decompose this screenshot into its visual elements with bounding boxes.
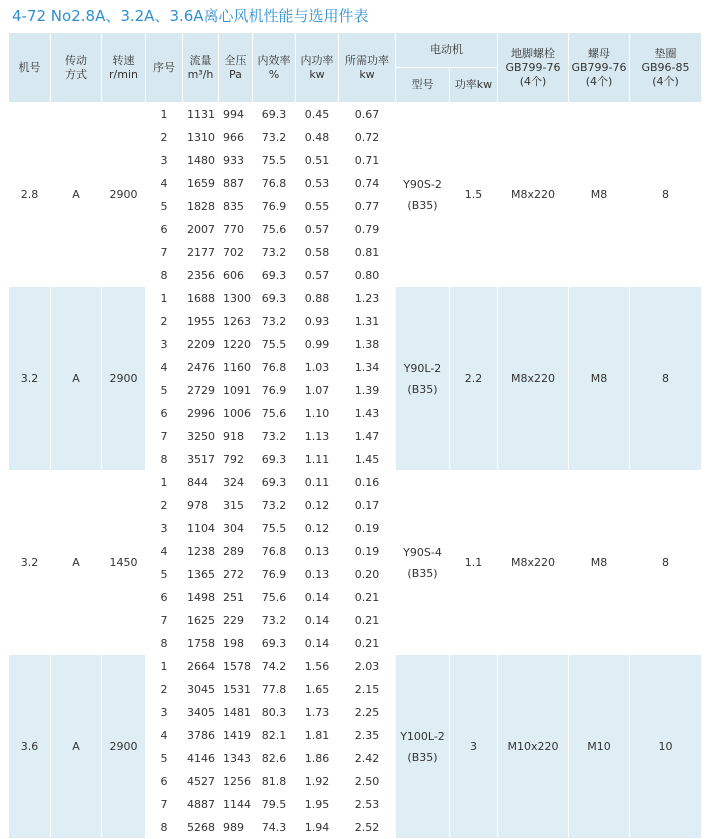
required-power-cell: 2.52	[339, 816, 396, 839]
header-model-no: 机号	[9, 33, 51, 103]
model-no-cell: 2.8	[9, 103, 51, 287]
pressure-cell: 198	[219, 632, 253, 655]
required-power-cell: 2.50	[339, 770, 396, 793]
drive-cell: A	[51, 103, 102, 287]
flow-cell: 4527	[183, 770, 219, 793]
speed-cell: 1450	[102, 471, 146, 655]
motor-power-cell: 1.5	[450, 103, 498, 287]
pressure-cell: 251	[219, 586, 253, 609]
seq-cell: 6	[146, 770, 183, 793]
motor-power-cell: 3	[450, 655, 498, 839]
internal-power-cell: 0.14	[296, 632, 339, 655]
seq-cell: 7	[146, 241, 183, 264]
efficiency-cell: 75.6	[253, 402, 296, 425]
seq-cell: 6	[146, 586, 183, 609]
motor-model: Y90S-4	[403, 545, 442, 559]
flow-cell: 1131	[183, 103, 219, 126]
internal-power-cell: 0.14	[296, 609, 339, 632]
required-power-cell: 0.67	[339, 103, 396, 126]
seq-cell: 2	[146, 310, 183, 333]
table-row	[9, 103, 702, 126]
seq-cell: 3	[146, 701, 183, 724]
table-row	[9, 655, 702, 678]
flow-cell: 3250	[183, 425, 219, 448]
internal-power-cell: 1.92	[296, 770, 339, 793]
pressure-cell: 994	[219, 103, 253, 126]
pressure-cell: 989	[219, 816, 253, 839]
internal-power-cell: 0.48	[296, 126, 339, 149]
pressure-cell: 1256	[219, 770, 253, 793]
internal-power-cell: 0.13	[296, 540, 339, 563]
required-power-cell: 2.53	[339, 793, 396, 816]
seq-cell: 1	[146, 287, 183, 310]
model-group	[9, 471, 702, 655]
motor-mount: (B35)	[407, 750, 438, 764]
pressure-cell: 792	[219, 448, 253, 471]
header-internal-power: 内功率 kw	[296, 33, 339, 103]
internal-power-cell: 0.93	[296, 310, 339, 333]
pressure-cell: 1578	[219, 655, 253, 678]
seq-cell: 7	[146, 609, 183, 632]
internal-power-cell: 0.12	[296, 517, 339, 540]
table-row	[9, 471, 702, 494]
header-efficiency: 内效率 %	[253, 33, 296, 103]
pressure-cell: 1263	[219, 310, 253, 333]
flow-cell: 3786	[183, 724, 219, 747]
required-power-cell: 1.31	[339, 310, 396, 333]
motor-model-cell	[396, 287, 450, 471]
pressure-cell: 229	[219, 609, 253, 632]
internal-power-cell: 0.45	[296, 103, 339, 126]
motor-model: Y100L-2	[400, 729, 445, 743]
header-drive: 传动 方式	[51, 33, 102, 103]
flow-cell: 2209	[183, 333, 219, 356]
flow-cell: 4146	[183, 747, 219, 770]
pressure-cell: 887	[219, 172, 253, 195]
flow-cell: 2476	[183, 356, 219, 379]
efficiency-cell: 75.5	[253, 517, 296, 540]
bolt-cell: M8x220	[498, 103, 569, 287]
washer-cell: 8	[630, 103, 702, 287]
seq-cell: 5	[146, 379, 183, 402]
efficiency-cell: 74.3	[253, 816, 296, 839]
drive-cell: A	[51, 655, 102, 839]
flow-cell: 1480	[183, 149, 219, 172]
motor-mount: (B35)	[407, 382, 438, 396]
seq-cell: 7	[146, 793, 183, 816]
required-power-cell: 2.15	[339, 678, 396, 701]
required-power-cell: 0.19	[339, 540, 396, 563]
required-power-cell: 0.72	[339, 126, 396, 149]
header-flow: 流量 m³/h	[183, 33, 219, 103]
flow-cell: 844	[183, 471, 219, 494]
efficiency-cell: 81.8	[253, 770, 296, 793]
flow-cell: 3045	[183, 678, 219, 701]
internal-power-cell: 0.11	[296, 471, 339, 494]
internal-power-cell: 1.86	[296, 747, 339, 770]
required-power-cell: 2.35	[339, 724, 396, 747]
internal-power-cell: 0.13	[296, 563, 339, 586]
flow-cell: 1828	[183, 195, 219, 218]
flow-cell: 2996	[183, 402, 219, 425]
seq-cell: 4	[146, 540, 183, 563]
efficiency-cell: 76.9	[253, 563, 296, 586]
pressure-cell: 1144	[219, 793, 253, 816]
pressure-cell: 1343	[219, 747, 253, 770]
bolt-cell: M10x220	[498, 655, 569, 839]
flow-cell: 4887	[183, 793, 219, 816]
flow-cell: 2007	[183, 218, 219, 241]
required-power-cell: 0.16	[339, 471, 396, 494]
flow-cell: 1498	[183, 586, 219, 609]
flow-cell: 1365	[183, 563, 219, 586]
pressure-cell: 315	[219, 494, 253, 517]
seq-cell: 2	[146, 678, 183, 701]
motor-model: Y90S-2	[403, 177, 442, 191]
internal-power-cell: 0.57	[296, 264, 339, 287]
model-no-cell: 3.6	[9, 655, 51, 839]
efficiency-cell: 82.6	[253, 747, 296, 770]
required-power-cell: 0.80	[339, 264, 396, 287]
pressure-cell: 966	[219, 126, 253, 149]
seq-cell: 1	[146, 655, 183, 678]
pressure-cell: 1006	[219, 402, 253, 425]
required-power-cell: 0.81	[339, 241, 396, 264]
internal-power-cell: 0.55	[296, 195, 339, 218]
nut-cell: M10	[569, 655, 630, 839]
efficiency-cell: 73.2	[253, 126, 296, 149]
motor-power-cell: 1.1	[450, 471, 498, 655]
internal-power-cell: 1.11	[296, 448, 339, 471]
flow-cell: 1238	[183, 540, 219, 563]
seq-cell: 8	[146, 816, 183, 839]
pressure-cell: 606	[219, 264, 253, 287]
internal-power-cell: 1.10	[296, 402, 339, 425]
header-seq: 序号	[146, 33, 183, 103]
motor-model-cell	[396, 655, 450, 839]
flow-cell: 2729	[183, 379, 219, 402]
internal-power-cell: 0.14	[296, 586, 339, 609]
internal-power-cell: 0.88	[296, 287, 339, 310]
required-power-cell: 2.25	[339, 701, 396, 724]
seq-cell: 4	[146, 172, 183, 195]
flow-cell: 1310	[183, 126, 219, 149]
speed-cell: 2900	[102, 103, 146, 287]
flow-cell: 2356	[183, 264, 219, 287]
header-bolt: 地脚螺栓 GB799-76 (4个)	[498, 33, 569, 103]
flow-cell: 1955	[183, 310, 219, 333]
efficiency-cell: 75.6	[253, 586, 296, 609]
internal-power-cell: 0.57	[296, 218, 339, 241]
flow-cell: 1104	[183, 517, 219, 540]
efficiency-cell: 76.9	[253, 379, 296, 402]
required-power-cell: 2.03	[339, 655, 396, 678]
header-motor-power: 功率kw	[450, 68, 498, 103]
model-no-cell: 3.2	[9, 471, 51, 655]
nut-cell: M8	[569, 471, 630, 655]
pressure-cell: 1531	[219, 678, 253, 701]
efficiency-cell: 82.1	[253, 724, 296, 747]
model-group	[9, 287, 702, 471]
speed-cell: 2900	[102, 655, 146, 839]
model-group	[9, 103, 702, 287]
bolt-cell: M8x220	[498, 287, 569, 471]
flow-cell: 1688	[183, 287, 219, 310]
flow-cell: 3517	[183, 448, 219, 471]
pressure-cell: 770	[219, 218, 253, 241]
header-motor: 电动机	[396, 33, 498, 68]
pressure-cell: 702	[219, 241, 253, 264]
pressure-cell: 324	[219, 471, 253, 494]
pressure-cell: 933	[219, 149, 253, 172]
motor-model-cell	[396, 103, 450, 287]
header-nut: 螺母 GB799-76 (4个)	[569, 33, 630, 103]
seq-cell: 5	[146, 195, 183, 218]
required-power-cell: 0.71	[339, 149, 396, 172]
header-pressure: 全压 Pa	[219, 33, 253, 103]
efficiency-cell: 73.2	[253, 609, 296, 632]
efficiency-cell: 73.2	[253, 310, 296, 333]
seq-cell: 3	[146, 149, 183, 172]
internal-power-cell: 1.81	[296, 724, 339, 747]
required-power-cell: 0.17	[339, 494, 396, 517]
pressure-cell: 835	[219, 195, 253, 218]
efficiency-cell: 75.5	[253, 333, 296, 356]
required-power-cell: 2.42	[339, 747, 396, 770]
seq-cell: 1	[146, 471, 183, 494]
motor-model: Y90L-2	[403, 361, 442, 375]
required-power-cell: 1.45	[339, 448, 396, 471]
seq-cell: 5	[146, 747, 183, 770]
flow-cell: 1659	[183, 172, 219, 195]
required-power-cell: 0.21	[339, 609, 396, 632]
required-power-cell: 0.79	[339, 218, 396, 241]
efficiency-cell: 69.3	[253, 264, 296, 287]
internal-power-cell: 0.12	[296, 494, 339, 517]
seq-cell: 4	[146, 356, 183, 379]
efficiency-cell: 73.2	[253, 425, 296, 448]
washer-cell: 8	[630, 287, 702, 471]
fan-performance-table	[8, 32, 702, 839]
seq-cell: 4	[146, 724, 183, 747]
flow-cell: 5268	[183, 816, 219, 839]
internal-power-cell: 1.07	[296, 379, 339, 402]
required-power-cell: 1.39	[339, 379, 396, 402]
required-power-cell: 1.47	[339, 425, 396, 448]
required-power-cell: 0.19	[339, 517, 396, 540]
required-power-cell: 1.23	[339, 287, 396, 310]
efficiency-cell: 75.5	[253, 149, 296, 172]
seq-cell: 8	[146, 264, 183, 287]
internal-power-cell: 1.94	[296, 816, 339, 839]
motor-mount: (B35)	[407, 198, 438, 212]
efficiency-cell: 76.8	[253, 540, 296, 563]
seq-cell: 6	[146, 218, 183, 241]
pressure-cell: 289	[219, 540, 253, 563]
flow-cell: 2177	[183, 241, 219, 264]
required-power-cell: 0.21	[339, 632, 396, 655]
header-motor-model: 型号	[396, 68, 450, 103]
efficiency-cell: 74.2	[253, 655, 296, 678]
efficiency-cell: 73.2	[253, 241, 296, 264]
pressure-cell: 1419	[219, 724, 253, 747]
drive-cell: A	[51, 287, 102, 471]
table-header	[9, 33, 702, 103]
efficiency-cell: 69.3	[253, 471, 296, 494]
flow-cell: 1758	[183, 632, 219, 655]
internal-power-cell: 1.56	[296, 655, 339, 678]
efficiency-cell: 77.8	[253, 678, 296, 701]
required-power-cell: 0.21	[339, 586, 396, 609]
model-no-cell: 3.2	[9, 287, 51, 471]
pressure-cell: 918	[219, 425, 253, 448]
motor-model-cell	[396, 471, 450, 655]
header-speed: 转速 r/min	[102, 33, 146, 103]
seq-cell: 5	[146, 563, 183, 586]
internal-power-cell: 0.99	[296, 333, 339, 356]
efficiency-cell: 79.5	[253, 793, 296, 816]
internal-power-cell: 1.73	[296, 701, 339, 724]
seq-cell: 3	[146, 517, 183, 540]
pressure-cell: 1160	[219, 356, 253, 379]
pressure-cell: 1481	[219, 701, 253, 724]
seq-cell: 7	[146, 425, 183, 448]
internal-power-cell: 0.51	[296, 149, 339, 172]
page-title: 4-72 No2.8A、3.2A、3.6A离心风机性能与选用件表	[12, 7, 369, 25]
nut-cell: M8	[569, 287, 630, 471]
required-power-cell: 0.20	[339, 563, 396, 586]
efficiency-cell: 75.6	[253, 218, 296, 241]
seq-cell: 8	[146, 632, 183, 655]
seq-cell: 3	[146, 333, 183, 356]
seq-cell: 2	[146, 494, 183, 517]
table-row	[9, 287, 702, 310]
nut-cell: M8	[569, 103, 630, 287]
efficiency-cell: 69.3	[253, 448, 296, 471]
pressure-cell: 1220	[219, 333, 253, 356]
flow-cell: 978	[183, 494, 219, 517]
washer-cell: 10	[630, 655, 702, 839]
flow-cell: 1625	[183, 609, 219, 632]
flow-cell: 2664	[183, 655, 219, 678]
efficiency-cell: 73.2	[253, 494, 296, 517]
internal-power-cell: 0.53	[296, 172, 339, 195]
required-power-cell: 1.34	[339, 356, 396, 379]
pressure-cell: 1091	[219, 379, 253, 402]
seq-cell: 8	[146, 448, 183, 471]
internal-power-cell: 1.95	[296, 793, 339, 816]
required-power-cell: 1.43	[339, 402, 396, 425]
efficiency-cell: 69.3	[253, 632, 296, 655]
drive-cell: A	[51, 471, 102, 655]
efficiency-cell: 76.8	[253, 356, 296, 379]
washer-cell: 8	[630, 471, 702, 655]
model-group	[9, 655, 702, 839]
motor-mount: (B35)	[407, 566, 438, 580]
internal-power-cell: 1.03	[296, 356, 339, 379]
required-power-cell: 0.74	[339, 172, 396, 195]
efficiency-cell: 69.3	[253, 287, 296, 310]
pressure-cell: 272	[219, 563, 253, 586]
flow-cell: 3405	[183, 701, 219, 724]
bolt-cell: M8x220	[498, 471, 569, 655]
efficiency-cell: 69.3	[253, 103, 296, 126]
efficiency-cell: 80.3	[253, 701, 296, 724]
internal-power-cell: 1.13	[296, 425, 339, 448]
seq-cell: 6	[146, 402, 183, 425]
required-power-cell: 0.77	[339, 195, 396, 218]
internal-power-cell: 1.65	[296, 678, 339, 701]
pressure-cell: 304	[219, 517, 253, 540]
header-washer: 垫圈 GB96-85 (4个)	[630, 33, 702, 103]
header-required-power: 所需功率 kw	[339, 33, 396, 103]
motor-power-cell: 2.2	[450, 287, 498, 471]
required-power-cell: 1.38	[339, 333, 396, 356]
internal-power-cell: 0.58	[296, 241, 339, 264]
seq-cell: 1	[146, 103, 183, 126]
pressure-cell: 1300	[219, 287, 253, 310]
efficiency-cell: 76.9	[253, 195, 296, 218]
speed-cell: 2900	[102, 287, 146, 471]
efficiency-cell: 76.8	[253, 172, 296, 195]
seq-cell: 2	[146, 126, 183, 149]
